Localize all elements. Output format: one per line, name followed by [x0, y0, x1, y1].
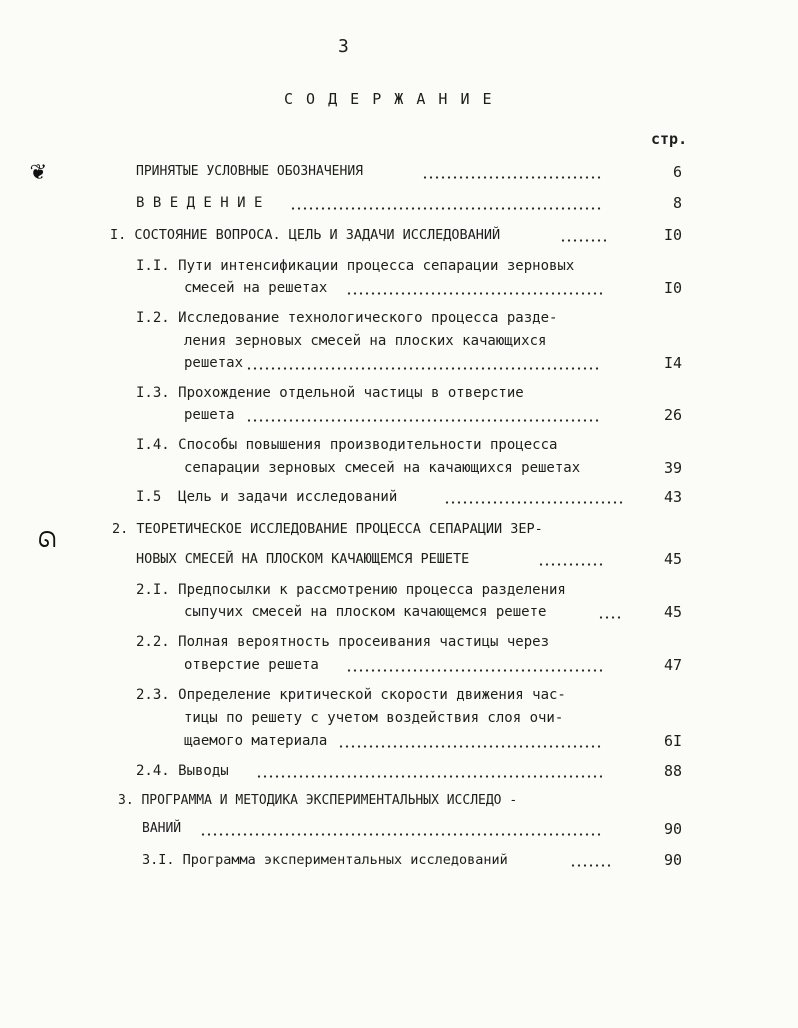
toc-page-number: 88: [663, 762, 682, 780]
leader-dots: [560, 239, 606, 242]
toc-entry-text: решетах: [184, 355, 244, 371]
leader-dots: [444, 501, 624, 504]
toc-entry-text: сепарации зерновых смесей на качающихся решетах: [184, 460, 581, 476]
toc-entry-text: 2.I. Предпосылки к рассмотрению процесса разделения: [136, 582, 566, 598]
toc-page-number: 90: [663, 820, 682, 838]
toc-page-number: 45: [663, 550, 682, 568]
toc-entry-text: ления зерновых смесей на плоских качающихся: [184, 333, 547, 349]
toc-page-number: I0: [663, 226, 682, 244]
leader-dots: [346, 292, 602, 295]
toc-entry-text: ВАНИЙ: [142, 821, 182, 836]
toc-entry-text: 2. ТЕОРЕТИЧЕСКОЕ ИССЛЕДОВАНИЕ ПРОЦЕССА СЕПАРАЦИИ ЗЕР-: [112, 521, 543, 537]
toc-entry-text: щаемого материала: [184, 733, 328, 749]
ink-blot-mark: ᘏ: [38, 528, 57, 553]
leader-dots: [246, 419, 602, 422]
toc-page-number: 6: [672, 163, 682, 181]
toc-entry-text: 2.2. Полная вероятность просеивания частицы через: [136, 634, 550, 650]
toc-page-number: 90: [663, 851, 682, 869]
toc-entry-text: НОВЫХ СМЕСЕЙ НА ПЛОСКОМ КАЧАЮЩЕМСЯ РЕШЕТЕ: [136, 551, 470, 567]
toc-entry-text: I.I. Пути интенсификации процесса сепарации зерновых: [136, 258, 575, 274]
toc-entry-text: 2.3. Определение критической скорости движения час-: [136, 687, 566, 703]
leader-dots: [538, 563, 602, 566]
toc-page-number: 8: [672, 194, 682, 212]
leader-dots: [200, 833, 602, 836]
page-number: 3: [338, 36, 349, 57]
leader-dots: [338, 745, 602, 748]
leader-dots: [570, 864, 610, 867]
leader-dots: [598, 616, 620, 619]
toc-page-number: 39: [663, 459, 682, 477]
toc-page-number: 26: [663, 406, 682, 424]
page-column-label: стр.: [651, 130, 688, 148]
toc-entry-text: ПРИНЯТЫЕ УСЛОВНЫЕ ОБОЗНАЧЕНИЯ: [136, 164, 363, 179]
toc-entry-text: 2.4. Выводы: [136, 763, 229, 779]
leader-dots: [346, 669, 602, 672]
toc-entry-text: 3.I. Программа экспериментальных исследований: [142, 852, 508, 868]
toc-entry-text: В В Е Д Е Н И Е: [136, 195, 263, 211]
toc-entry-text: тицы по решету с учетом воздействия слоя очи-: [184, 710, 564, 726]
toc-entry-text: сыпучих смесей на плоском качающемся решете: [184, 604, 547, 620]
toc-page-number: I4: [663, 354, 682, 372]
toc-entry-text: смесей на решетах: [184, 280, 328, 296]
ink-blot-mark: ❦: [30, 156, 46, 186]
leader-dots: [290, 207, 602, 210]
toc-page-number: 45: [663, 603, 682, 621]
toc-entry-text: I.5 Цель и задачи исследований: [136, 489, 398, 505]
toc-entry-text: I.3. Прохождение отдельной частицы в отверстие: [136, 385, 524, 401]
toc-entry-text: I.4. Способы повышения производительности процесса: [136, 437, 558, 453]
toc-entry-text: решета: [184, 407, 235, 423]
toc-page-number: 47: [663, 656, 682, 674]
toc-title: С О Д Е Р Ж А Н И Е: [284, 90, 494, 108]
toc-entry-text: I. СОСТОЯНИЕ ВОПРОСА. ЦЕЛЬ И ЗАДАЧИ ИССЛЕДОВАНИЙ: [110, 227, 501, 243]
toc-entry-text: I.2. Исследование технологического процесса разде-: [136, 310, 558, 326]
toc-page-number: I0: [663, 279, 682, 297]
toc-page-number: 43: [663, 488, 682, 506]
leader-dots: [256, 775, 602, 778]
leader-dots: [422, 176, 602, 179]
leader-dots: [246, 367, 602, 370]
toc-entry-text: отверстие решета: [184, 657, 319, 673]
toc-page-number: 6I: [663, 732, 682, 750]
toc-entry-text: 3. ПРОГРАММА И МЕТОДИКА ЭКСПЕРИМЕНТАЛЬНЫХ ИССЛЕДО -: [118, 793, 518, 808]
